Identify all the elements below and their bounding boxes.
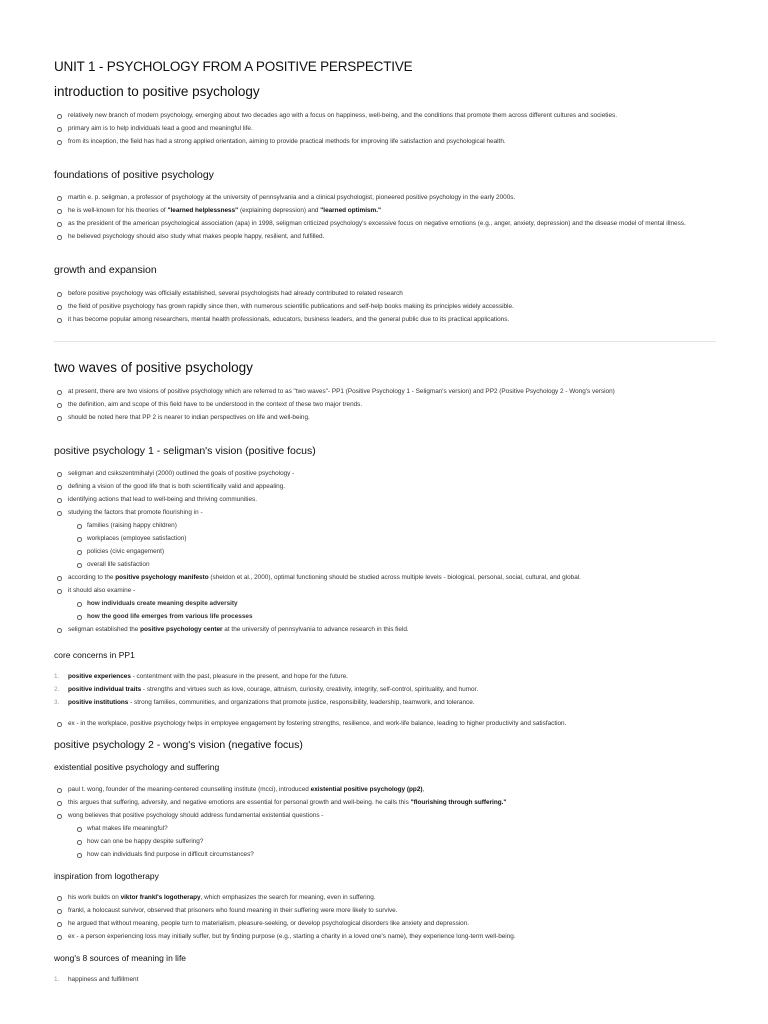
- sub-list-item: what makes life meaningful?: [54, 822, 716, 835]
- list-item: he believed psychology should also study what makes people happy, resilient, and fulfilled.: [54, 230, 716, 243]
- bold-term: positive psychology manifesto: [115, 574, 209, 581]
- heading-existential: existential positive psychology and suffering: [54, 762, 220, 772]
- sub-list-item: how the good life emerges from various life processes: [54, 610, 716, 623]
- sub-list-item: how individuals create meaning despite adversity: [54, 597, 716, 610]
- list-item: ex - a person experiencing loss may initially suffer, but by finding purpose (e.g., starting a charity in a loved one's name), they experience long-term well-being.: [54, 930, 716, 943]
- bold-term: positive institutions: [68, 699, 129, 706]
- text-span: his work builds on: [68, 894, 121, 901]
- list-item: it should also examine -: [54, 584, 716, 597]
- list-item: [54, 571, 716, 584]
- text-span: - contentment with the past, pleasure in the present, and hope for the future.: [130, 673, 348, 680]
- heading-sources-of-meaning: wong's 8 sources of meaning in life: [54, 953, 187, 963]
- pp1-list: [54, 467, 716, 636]
- bold-term: "learned helplessness": [167, 207, 239, 214]
- list-item: [54, 783, 716, 796]
- numbered-item: [54, 683, 716, 696]
- growth-list: [54, 287, 716, 326]
- text-span: paul t. wong, founder of the meaning-centered counselling institute (mcci), introduced: [68, 786, 311, 793]
- list-item: ex - in the workplace, positive psychology helps in employee engagement by fostering strengths, resilience, and work-life balance, leading to higher productivity and satisfaction.: [54, 717, 716, 730]
- core-concerns-list: [54, 670, 716, 709]
- bold-term: "learned optimism.": [320, 207, 382, 214]
- list-item: at present, there are two visions of positive psychology which are referred to as "two waves"- PP1 (Positive Psychology 1 - Seligman's version) and PP2 (Positive Psychology 2 - Wong's version): [54, 385, 716, 398]
- numbered-item: [54, 696, 716, 709]
- text-span: happiness and fulfillment: [68, 976, 139, 983]
- text-span: according to the: [68, 574, 116, 581]
- list-item: [54, 891, 716, 904]
- list-item: studying the factors that promote flourishing in -: [54, 506, 716, 519]
- sub-list-item: policies (civic engagement): [54, 545, 716, 558]
- sub-list-item: families (raising happy children): [54, 519, 716, 532]
- heading-core-concerns: core concerns in PP1: [54, 650, 135, 660]
- bold-term: existential positive psychology (pp2): [310, 786, 423, 793]
- list-item: seligman and csikszentmihalyi (2000) outlined the goals of positive psychology -: [54, 467, 716, 480]
- list-item: he argued that without meaning, people turn to materialism, pleasure-seeking, or develop psychological disorders like anxiety and depression.: [54, 917, 716, 930]
- sources-of-meaning-list: [54, 973, 716, 986]
- bold-term: positive experiences: [68, 673, 131, 680]
- bold-term: positive individual traits: [68, 686, 142, 693]
- list-item: [54, 796, 716, 809]
- introduction-list: [54, 109, 716, 148]
- text-span: this argues that suffering, adversity, and negative emotions are essential for personal growth and well-being. he calls this: [68, 799, 411, 806]
- list-item: [54, 623, 716, 636]
- sub-list-item: how can one be happy despite suffering?: [54, 835, 716, 848]
- text-span: - strengths and virtues such as love, courage, altruism, curiosity, creativity, integrity, self-control, spirituality, and humor.: [141, 686, 479, 693]
- heading-foundations: foundations of positive psychology: [54, 169, 214, 181]
- heading-pp1: positive psychology 1 - seligman's vision (positive focus): [54, 445, 316, 457]
- item-number: 1.: [54, 976, 60, 983]
- numbered-item: [54, 973, 716, 986]
- list-item: it has become popular among researchers, mental health professionals, educators, business leaders, and the general public due to its practical applications.: [54, 313, 716, 326]
- text-span: ,: [422, 786, 425, 793]
- list-item: the definition, aim and scope of this field have to be understood in the context of these two major trends.: [54, 398, 716, 411]
- pp2-list: [54, 783, 716, 861]
- text-span: (explaining depression) and: [238, 207, 321, 214]
- list-item: as the president of the american psychological association (apa) in 1998, seligman criticized psychology's excessive focus on negative emotions (e.g., anger, anxiety, depression) and the disease model of mental illness.: [54, 217, 716, 230]
- list-item: the field of positive psychology has grown rapidly since then, with numerous scientific publications and self-help books making its principles widely accessible.: [54, 300, 716, 313]
- bold-term: "flourishing through suffering.": [410, 799, 507, 806]
- sub-list-item: overall life satisfaction: [54, 558, 716, 571]
- list-item: from its inception, the field has had a strong applied orientation, aiming to provide practical methods for improving life satisfaction and psychological health.: [54, 135, 716, 148]
- unit-title: UNIT 1 - PSYCHOLOGY FROM A POSITIVE PERSPECTIVE: [54, 59, 413, 74]
- list-item: identifying actions that lead to well-being and thriving communities.: [54, 493, 716, 506]
- heading-pp2: positive psychology 2 - wong's vision (negative focus): [54, 739, 303, 751]
- bold-term: positive psychology center: [140, 626, 223, 633]
- item-number: 2.: [54, 686, 60, 693]
- item-number: 3.: [54, 699, 60, 706]
- text-span: he is well-known for his theories of: [68, 207, 168, 214]
- list-item: defining a vision of the good life that is both scientifically valid and appealing.: [54, 480, 716, 493]
- item-number: 1.: [54, 673, 60, 680]
- logotherapy-list: [54, 891, 716, 943]
- text-span: (sheldon et al., 2000), optimal functioning should be studied across multiple levels - biological, personal, social, cultural, and global.: [208, 574, 581, 581]
- two-waves-list: [54, 385, 716, 424]
- heading-introduction: introduction to positive psychology: [54, 84, 260, 99]
- bold-term: viktor frankl's logotherapy: [120, 894, 201, 901]
- section-divider: [54, 341, 716, 342]
- heading-logotherapy: inspiration from logotherapy: [54, 871, 159, 881]
- text-span: at the university of pennsylvania to advance research in this field.: [222, 626, 409, 633]
- text-span: , which emphasizes the search for meaning, even in suffering.: [200, 894, 376, 901]
- list-item: martin e. p. seligman, a professor of psychology at the university of pennsylvania and a clinical psychologist, pioneered positive psychology in the early 2000s.: [54, 191, 716, 204]
- sub-list-item: workplaces (employee satisfaction): [54, 532, 716, 545]
- list-item: wong believes that positive psychology should address fundamental existential questions -: [54, 809, 716, 822]
- sub-list-item: how can individuals find purpose in difficult circumstances?: [54, 848, 716, 861]
- text-span: seligman established the: [68, 626, 141, 633]
- list-item: [54, 204, 716, 217]
- list-item: before positive psychology was officially established, several psychologists had already contributed to related research: [54, 287, 716, 300]
- heading-growth: growth and expansion: [54, 264, 157, 276]
- heading-two-waves: two waves of positive psychology: [54, 360, 253, 375]
- core-concerns-example: [54, 717, 716, 730]
- list-item: frankl, a holocaust survivor, observed that prisoners who found meaning in their suffering were more likely to survive.: [54, 904, 716, 917]
- list-item: relatively new branch of modern psychology, emerging about two decades ago with a focus on happiness, well-being, and the conditions that promote them across different cultures and societies.: [54, 109, 716, 122]
- foundations-list: [54, 191, 716, 243]
- numbered-item: [54, 670, 716, 683]
- text-span: - strong families, communities, and organizations that promote justice, responsibility, leadership, teamwork, and tolerance.: [128, 699, 475, 706]
- list-item: primary aim is to help individuals lead a good and meaningful life.: [54, 122, 716, 135]
- list-item: should be noted here that PP 2 is nearer to indian perspectives on life and well-being.: [54, 411, 716, 424]
